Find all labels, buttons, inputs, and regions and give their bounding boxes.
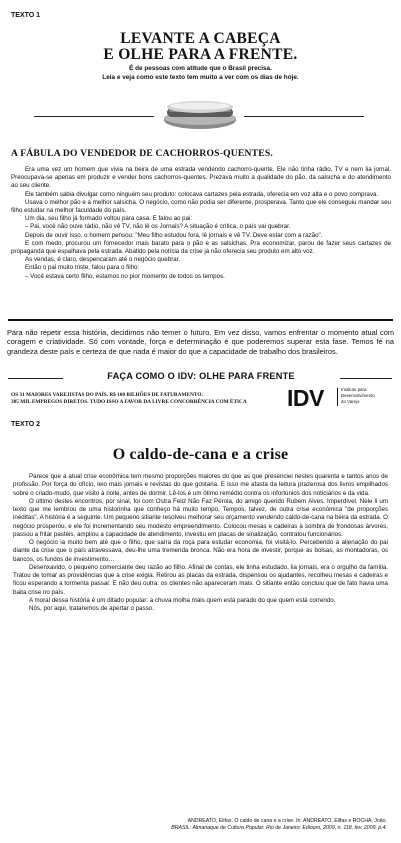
fable-paragraph: Ele também sabia divulgar como ninguém seu produto: colocava cartazes pela estrada, oferecia em voz alta e o povo comprava. (25, 190, 379, 198)
slogan: FAÇA COMO O IDV: OLHE PARA FRENTE (107, 371, 295, 381)
fable-paragraph: E com medo, procurou um fornecedor mais barato para o pão e as salsichas. Pra economizar, parou de fazer seus cartazes de propaganda que espalhava pela estrada. Abatido pela notícia da crise já não oferecia seu produto em alto voz. (11, 239, 391, 256)
fable-paragraph: Um dia, seu filho já formado voltou para casa. E falou ao pai: (25, 215, 193, 223)
slogan-rule-right (340, 378, 392, 379)
subheadline-line1: É de pessoas com atitude que o Brasil precisa. (129, 65, 272, 72)
fable-paragraph: Depois de ouvir isso, o homem pensou: "Meu filho estudou fora, lê jornais e vê TV. Deve estar com a razão". (25, 231, 323, 239)
fable-paragraph: – Você estava certo filho, estamos no pior momento de todos os tempos. (25, 272, 225, 280)
headline-line2: E OLHE PARA A FRENTE. (103, 46, 298, 63)
logo-caption-line: Instituto para (341, 387, 367, 392)
subheadline-line2: Leia e veja como este texto tem muito a ver com os dias de hoje. (102, 74, 299, 81)
text2-label: TEXTO 2 (11, 421, 41, 428)
fable-paragraph: Usava o melhor pão e a melhor salsicha. O negócio, como não podia ser diferente, prosperava. Tanto que ele conseguiu mandar seu filho estudar na melhor faculdade do país. (11, 198, 391, 215)
reference (17, 818, 387, 832)
fable-body (11, 166, 391, 281)
text1-label: TEXTO 1 (11, 12, 41, 19)
crise-paragraph: O último destes encontros, por sinal, foi com Ostra Feliz Não Faz Pérola, do amigo querido Rubem Alves. Imperdível. Nele li um texto que me lembrou de uma historinha que conheço há muito tempo. Tempos, talvez, de outra crise econômica "de proporções inéditas". A história é a seguinte. Um pequeno sitiante resolveu melhorar seu orçamento vendendo caldo-de-cana na beira da estrada. O negócio prosperou, e ele foi incrementando seu modesto empreendimento. Colocou mesas e cadeiras à sombra de frondosas árvores, passou a fritar pastéis, ampliou a capacidade de atendimento, investiu em placas de sinalização, contratou funcionários. (13, 497, 388, 538)
crise-paragraph: A moral dessa história é um ditado popular: a chuva molha mais quem está parado do que quem está correndo. (29, 596, 336, 604)
fable-paragraph: Então o pai muito triste, falou para o filho: (25, 264, 140, 272)
headline-line1: LEVANTE A CABEÇA (120, 30, 281, 47)
reference-line: BRASIL: Almanaque de Cultura Popular. Rio de Janeiro: Ediouro, 2009, n. 118, fev. 2009, p.4. (171, 825, 387, 831)
crise-body (13, 473, 388, 613)
fable-paragraph: Era uma vez um homem que vivia na beira de uma estrada vendendo cachorro-quente. Ele não tinha rádio, TV e nem lia jornal. Preocupava-se apenas em produzir e vender bons cachorros-quentes. Prezava muito a qualidade do pão, da salsicha e do atendimento ao seu cliente. (11, 166, 391, 190)
closing-paragraph: Para não repetir essa história, decidimos não temer o futuro. Em vez disso, vamos enfrentar o momento atual com coragem e criatividade. Só com vontade, força e determinação é que poderemos superar esta fase. Temos fé na grandeza deste país e certeza de que nada é maior do que a capacidade de trabalho dos brasileiros. (7, 328, 394, 356)
idv-logo: IDV (287, 385, 324, 411)
logo-separator (337, 388, 338, 406)
reference-line: ANDREATO, Elifas. O caldo de cana e a crise. In: ANDREATO, Elifas e ROCHA, João. (187, 818, 387, 824)
stats-line2: 385 MIL EMPREGOS DIRETOS. TUDO ISSO A FAVOR DA LIVRE CONCORRÊNCIA COM ÉTICA (11, 399, 247, 405)
crise-paragraph: O negócio ia muito bem até que o filho, que saíra da roça para estudar economia, foi visitá-lo. Percebendo a alienação do pai diante da crise que o país atravessava, deu-lhe uma tremenda bronca. Não era hora de investir, porque as bolsas, as montadoras, os bancos, os fundos de investimento… (13, 539, 388, 563)
stats-line1: OS 31 MAIORES VAREJISTAS DO PAÍS. R$ 100 BILHÕES DE FATURAMENTO. (11, 392, 203, 398)
text2-title: O caldo-de-cana e a crise (112, 446, 289, 463)
logo-caption-line: do Varejo (341, 399, 360, 404)
divider-right (244, 116, 364, 117)
crise-paragraph: Desenxavido, o pequeno comerciante deu razão ao filho. Afinal de contas, ele tinha estudado, lia jornais, era o orgulho da família. Tratou de tomar as providências que a crise exigia. Retirou as placas da estrada, dispensou os ajudantes, recolheu mesas e cadeiras e ficou esperando a tormenta passar. E não deu outra: os clientes não apareceram mais. O sitiante então concluiu que de fato havia uma baita crise no país. (13, 563, 388, 596)
divider-left (34, 116, 154, 117)
article-title: A FÁBULA DO VENDEDOR DE CACHORROS-QUENTES. (11, 148, 273, 159)
crise-paragraph: Parece que a atual crise econômica tem mesmo proporções maiores do que as que presenciei nestes quarenta e tantos anos de profissão. Por força do ofício, leio mais jornais e revistas do que gostaria. E isso me afasta da leitura prazerosa dos livros empilhados sobre o criado-mudo, que visito à noite, antes de dormir. Lê-los é um ótimo remédio contra os infortúnios dos noticiários e da vida. (13, 473, 388, 497)
section-divider (8, 319, 393, 321)
slogan-rule-left (8, 378, 63, 379)
fable-paragraph: As vendas, é claro, despencaram até o negócio quebrar. (25, 256, 181, 264)
logo-caption-line: Desenvolvimento (341, 393, 375, 398)
logo-caption (341, 387, 375, 405)
hot-dog-icon (160, 98, 240, 132)
crise-paragraph: Nós, por aqui, trataremos de apertar o passo. (29, 605, 154, 612)
fable-paragraph: – Pai, você não ouve rádio, não vê TV, não lê os Jornais? A situação é crítica, o país vai quebrar. (25, 223, 291, 231)
